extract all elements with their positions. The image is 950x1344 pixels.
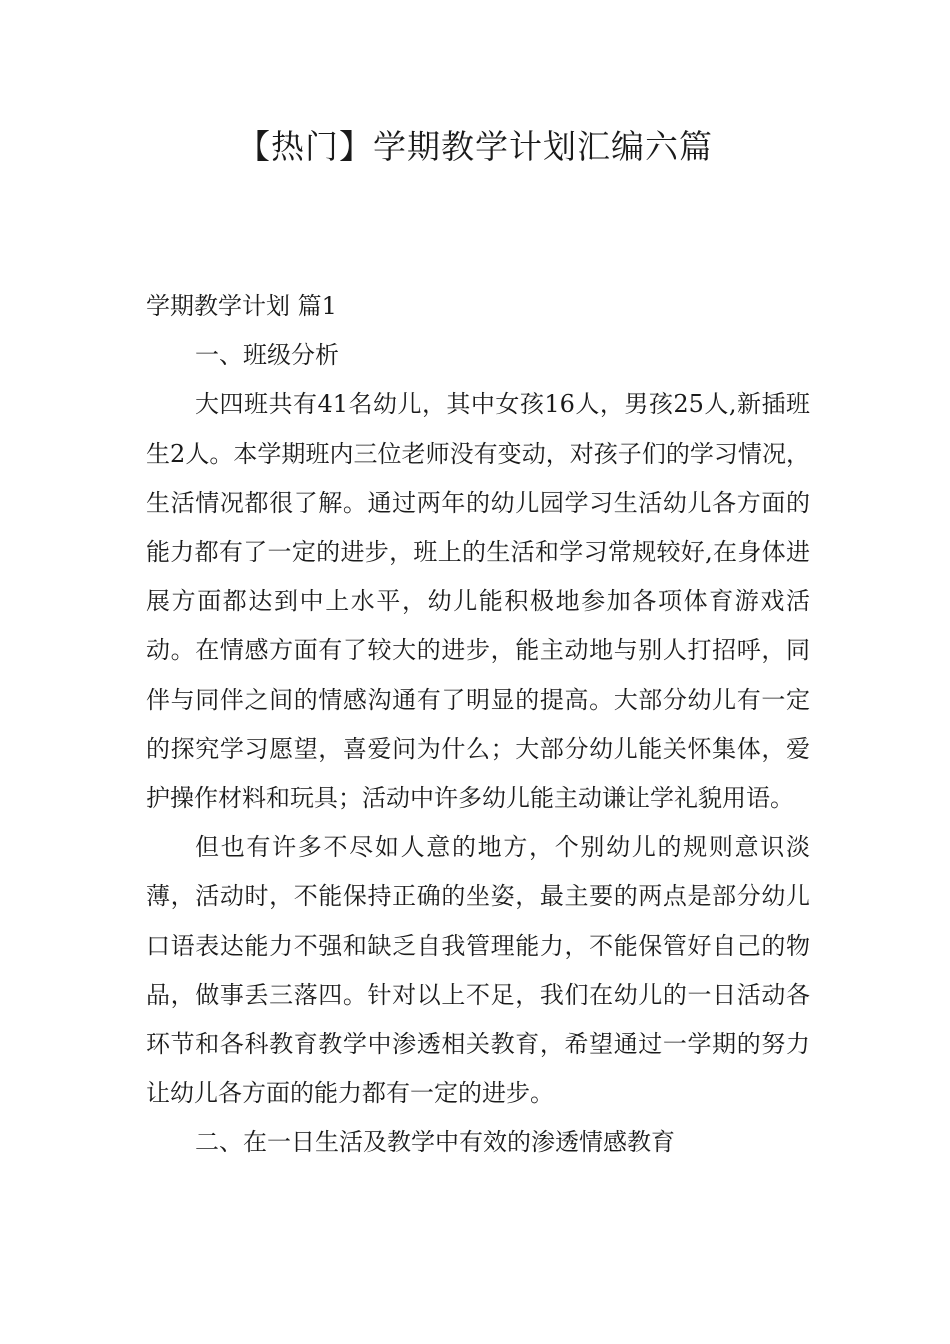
document-body <box>146 282 810 1168</box>
heading-emotional-education: 二、在一日生活及教学中有效的渗透情感教育 <box>195 1128 675 1157</box>
heading-class-analysis: 一、班级分析 <box>195 341 339 370</box>
paragraph-shortcomings: 但也有许多不尽如人意的地方，个别幼儿的规则意识淡薄，活动时，不能保持正确的坐姿，最主要的两点是部分幼儿口语表达能力不强和缺乏自我管理能力，不能保管好自己的物品，做事丢三落四。针对以上不足，我们在幼儿的一日活动各环节和各科教育教学中渗透相关教育，希望通过一学期的努力让幼儿各方面的能力都有一定的进步。 <box>146 833 810 1108</box>
section-label: 学期教学计划 篇1 <box>146 292 337 320</box>
paragraph-class-overview: 大四班共有41名幼儿，其中女孩16人，男孩25人,新插班生2人。本学期班内三位老师没有变动，对孩子们的学习情况，生活情况都很了解。通过两年的幼儿园学习生活幼儿各方面的能力都有了一定的进步，班上的生活和学习常规较好,在身体进展方面都达到中上水平，幼儿能积极地参加各项体育游戏活动。在情感方面有了较大的进步，能主动地与别人打招呼，同伴与同伴之间的情感沟通有了明显的提高。大部分幼儿有一定的探究学习愿望，喜爱问为什么；大部分幼儿能关怀集体，爱护操作材料和玩具；活动中许多幼儿能主动谦让学礼貌用语。 <box>146 390 810 813</box>
document-title: 【热门】学期教学计划汇编六篇 <box>237 127 713 166</box>
